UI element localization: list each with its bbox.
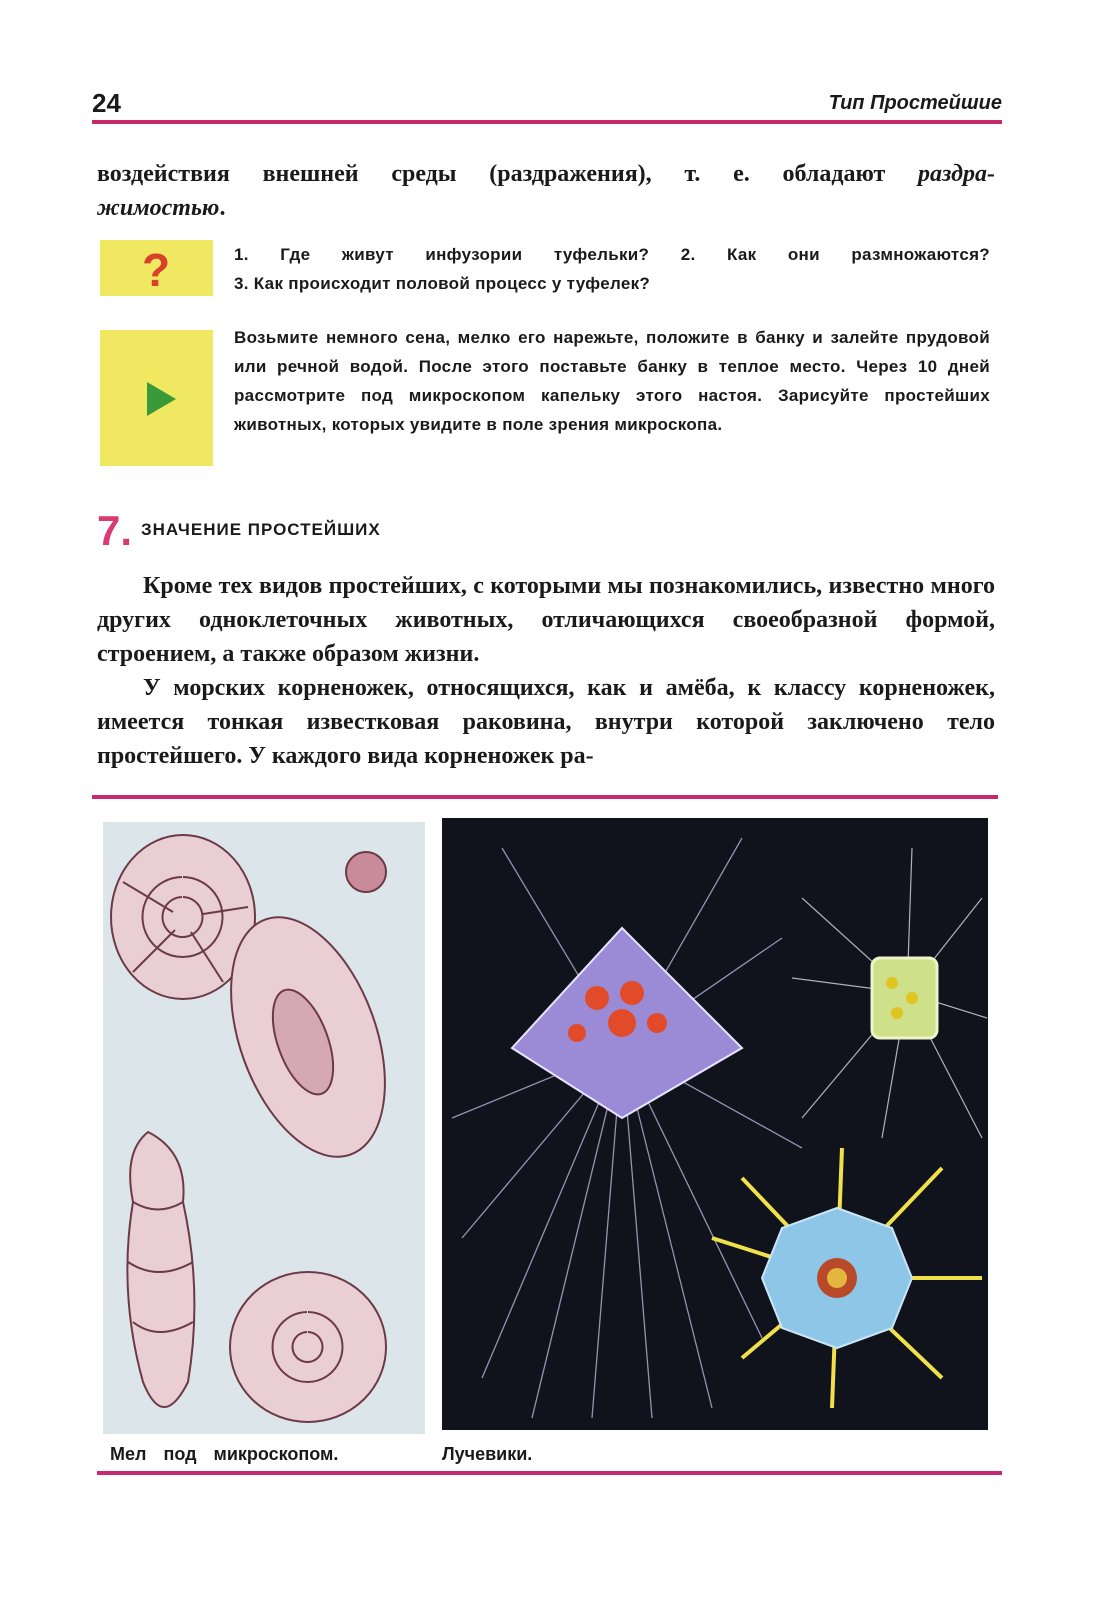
intro-text: воздействия внешней среды (раздражения), т. е. обладают — [97, 161, 919, 187]
footer-rule — [97, 1471, 1002, 1475]
running-title: Тип Простейшие — [828, 92, 1002, 114]
play-triangle-icon — [100, 330, 213, 466]
question-line-1: 1. Где живут инфузории туфельки? 2. Как они размножаются? — [234, 245, 990, 264]
question-line-2: 3. Как происходит половой процесс у туфелек? — [234, 274, 651, 293]
question-mark-icon — [100, 240, 213, 296]
intro-term-part2: жимостью — [97, 195, 220, 221]
right-figure-caption: Лучевики. — [442, 1444, 533, 1464]
page-header — [92, 88, 1002, 124]
intro-end: . — [219, 195, 226, 221]
radiolarians-illustration — [442, 818, 988, 1430]
body-paragraph-2: У морских корненожек, относящихся, как и амёба, к классу корненожек, имеется тонкая известковая раковина, внутри которой заключено тело простейшего. У каждого вида корненожек ра- — [97, 675, 995, 769]
figure-chalk-microscope — [103, 822, 425, 1434]
intro-paragraph — [97, 157, 995, 225]
questions-text — [234, 240, 990, 298]
section-title: ЗНАЧЕНИЕ ПРОСТЕЙШИХ — [141, 520, 381, 539]
intro-term-part1: раздра- — [918, 161, 995, 187]
header-rule — [92, 120, 1002, 124]
section-number: 7. — [97, 507, 133, 554]
foraminifera-illustration — [103, 822, 425, 1434]
body-paragraph-1: Кроме тех видов простейших, с которыми мы познакомились, известно много других одноклеточных животных, отличающихся своеобразной формой, строением, а также образом жизни. — [97, 573, 995, 667]
figure-radiolarians — [442, 818, 988, 1430]
page-number: 24 — [92, 88, 121, 118]
left-figure-caption: Мел под микроскопом. — [110, 1444, 339, 1464]
task-icon-box — [100, 330, 213, 466]
figure-top-rule — [92, 795, 998, 799]
questions-icon-box — [100, 240, 213, 296]
svg-text:?: ? — [141, 244, 171, 296]
task-text: Возьмите немного сена, мелко его нарежьте, положите в банку и залейте прудовой или речной водой. После этого поставьте банку в теплое место. Через 10 дней рассмотрите под микроскопом капельку этого настоя. Зарисуйте простейших животных, которых увидите в поле зрения микроскопа. — [234, 328, 990, 434]
